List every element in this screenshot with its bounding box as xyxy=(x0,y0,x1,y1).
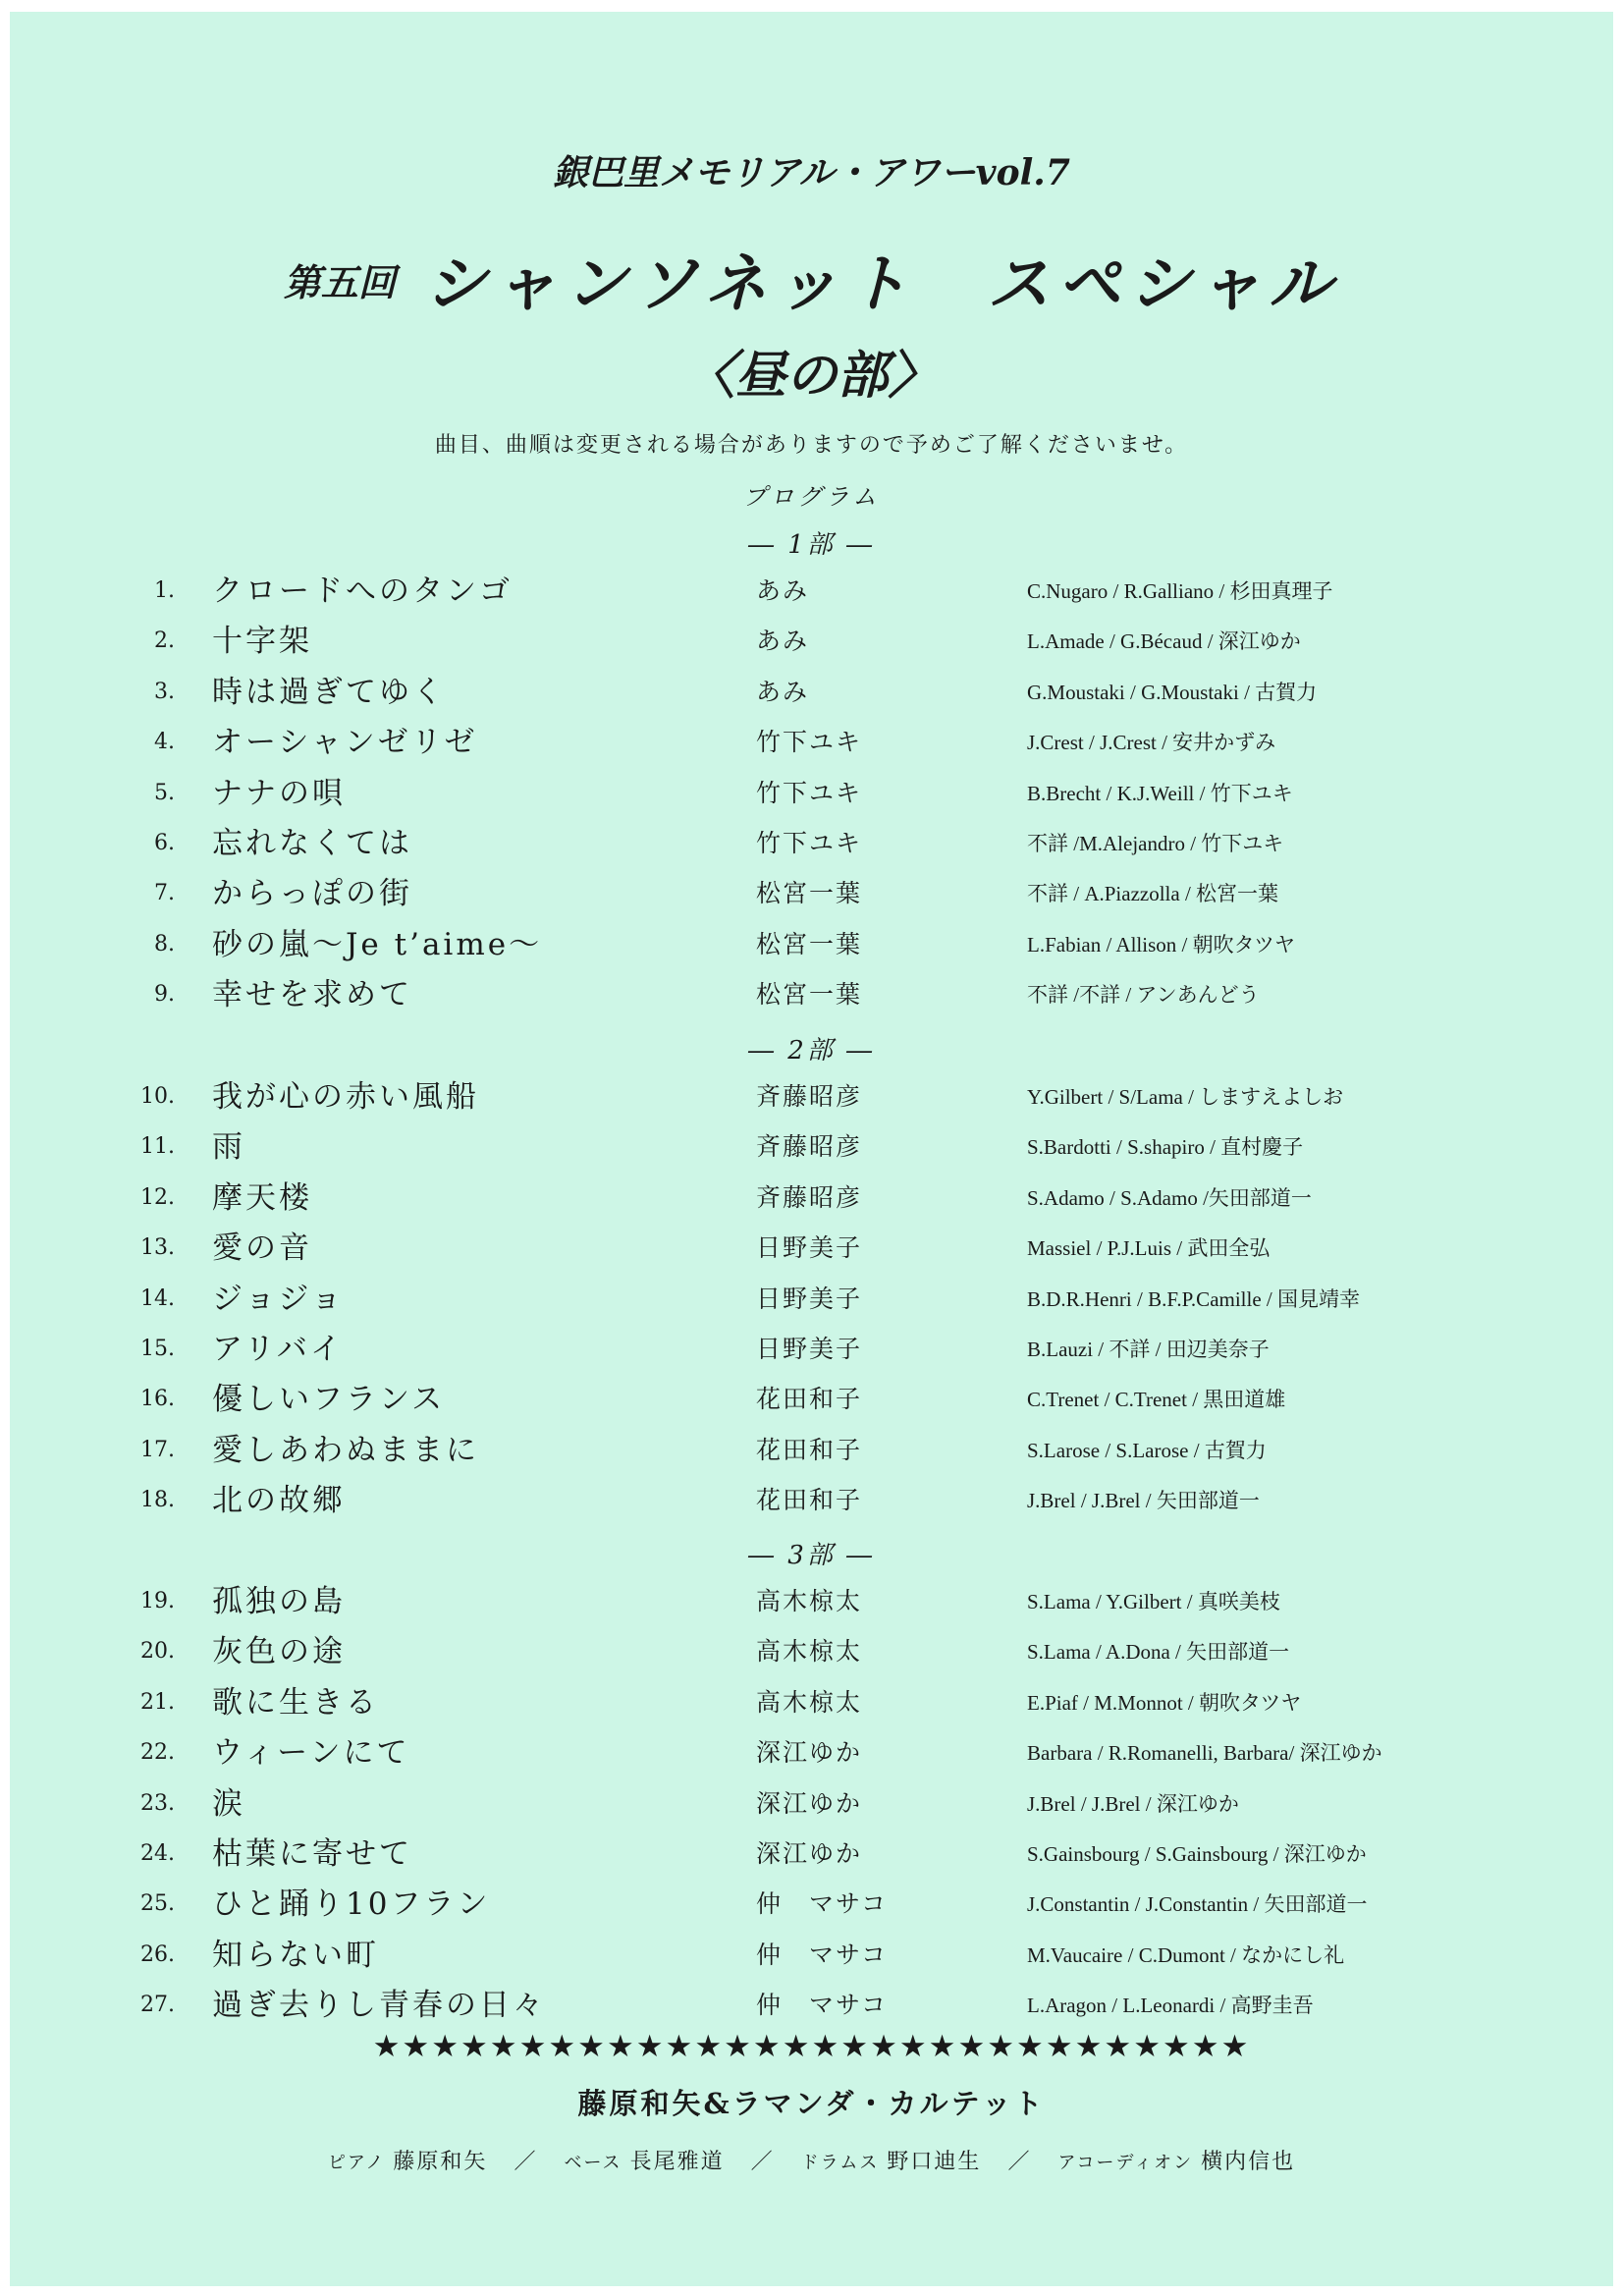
song-title: ナナの唄 xyxy=(212,775,346,811)
member-role: ベース xyxy=(564,2153,622,2173)
song-row xyxy=(0,1728,1623,1777)
song-number: 8. xyxy=(154,931,175,957)
song-title: 孤独の島 xyxy=(212,1584,346,1619)
song-row xyxy=(0,970,1623,1019)
song-row xyxy=(0,869,1623,918)
band-members xyxy=(0,2145,1623,2175)
member-name: 長尾雅道 xyxy=(629,2150,725,2174)
song-number: 20. xyxy=(140,1639,175,1665)
song-credit: S.Bardotti / S.shapiro / 直村慶子 xyxy=(1027,1135,1304,1160)
song-row xyxy=(0,1072,1623,1121)
song-number: 6. xyxy=(154,831,175,855)
star-divider: ★★★★★★★★★★★★★★★★★★★★★★★★★★★★★★ xyxy=(372,2029,1251,2064)
song-row xyxy=(0,1880,1623,1929)
singer-name: 高木椋太 xyxy=(756,1587,863,1615)
song-credit: G.Moustaki / G.Moustaki / 古賀力 xyxy=(1027,680,1318,704)
song-number: 2. xyxy=(154,629,175,654)
song-number: 7. xyxy=(154,881,175,906)
song-title: クロードへのタンゴ xyxy=(212,574,513,609)
song-number: 9. xyxy=(154,982,175,1008)
song-row xyxy=(0,668,1623,717)
singer-name: 竹下ユキ xyxy=(756,829,863,857)
song-row xyxy=(0,1779,1623,1829)
edition-label: 第五回 xyxy=(283,259,396,304)
song-row xyxy=(0,567,1623,616)
singer-name: 斉藤昭彦 xyxy=(756,1082,863,1111)
song-credit: J.Crest / J.Crest / 安井かずみ xyxy=(1027,731,1276,755)
song-number: 18. xyxy=(140,1488,175,1513)
program-label: プログラム xyxy=(742,483,881,511)
member-separator: ／ xyxy=(750,2150,775,2174)
singer-name: 高木椋太 xyxy=(756,1687,863,1717)
song-title: ひと踊り10フラン xyxy=(212,1886,491,1923)
singer-name: 花田和子 xyxy=(756,1435,863,1464)
song-credit: S.Larose / S.Larose / 古賀力 xyxy=(1027,1438,1267,1462)
song-credit: Y.Gilbert / S/Lama / しますえよしお xyxy=(1027,1085,1344,1109)
singer-name: 高木椋太 xyxy=(756,1637,863,1667)
session-label: 〈昼の部〉 xyxy=(683,346,940,406)
member xyxy=(1057,2150,1295,2174)
song-row xyxy=(0,1627,1623,1676)
song-credit: J.Constantin / J.Constantin / 矢田部道一 xyxy=(1027,1892,1368,1917)
song-row xyxy=(0,920,1623,969)
song-title: アリバイ xyxy=(212,1332,344,1367)
singer-name: 深江ゆか xyxy=(756,1788,863,1818)
song-title: 優しいフランス xyxy=(212,1382,446,1418)
singer-name: 仲 マサコ xyxy=(756,1940,889,1969)
song-credit: C.Nugaro / R.Galliano / 杉田真理子 xyxy=(1027,579,1333,603)
singer-name: あみ xyxy=(756,576,810,605)
song-title: 愛の音 xyxy=(212,1230,312,1267)
song-credit: B.Lauzi / 不詳 / 田辺美奈子 xyxy=(1027,1338,1270,1361)
singer-name: 日野美子 xyxy=(756,1284,863,1313)
song-row xyxy=(0,1476,1623,1525)
title-line xyxy=(0,234,1623,324)
song-title: 十字架 xyxy=(212,624,312,660)
song-row xyxy=(0,1325,1623,1374)
series-title: 銀巴里メモリアル・アワーvol.7 xyxy=(553,152,1070,193)
song-credit: Massiel / P.J.Luis / 武田全弘 xyxy=(1027,1236,1271,1261)
singer-name: 日野美子 xyxy=(756,1335,863,1363)
song-number: 26. xyxy=(140,1941,175,1967)
song-credit: L.Aragon / L.Leonardi / 高野圭吾 xyxy=(1027,1994,1314,2018)
song-title: 歌に生きる xyxy=(212,1684,379,1721)
song-credit: Barbara / R.Romanelli, Barbara/ 深江ゆか xyxy=(1027,1741,1382,1766)
song-title: 北の故郷 xyxy=(212,1483,346,1519)
song-row xyxy=(0,819,1623,868)
singer-name: 仲 マサコ xyxy=(756,1889,889,1919)
member-role: ドラムス xyxy=(800,2153,880,2173)
song-row xyxy=(0,1577,1623,1626)
member xyxy=(328,2150,488,2174)
song-credit: M.Vaucaire / C.Dumont / なかにし礼 xyxy=(1027,1942,1345,1967)
part-heading: ― 3部 ― xyxy=(747,1541,876,1570)
song-credit: B.Brecht / K.J.Weill / 竹下ユキ xyxy=(1027,781,1293,805)
song-number: 21. xyxy=(140,1689,175,1715)
song-number: 19. xyxy=(140,1589,175,1613)
song-row xyxy=(0,769,1623,818)
song-credit: E.Piaf / M.Monnot / 朝吹タツヤ xyxy=(1027,1690,1302,1715)
change-notice: 曲目、曲順は変更される場合がありますので予めご了解くださいませ。 xyxy=(434,433,1189,458)
singer-name: 竹下ユキ xyxy=(756,778,863,807)
singer-name: 仲 マサコ xyxy=(756,1991,889,2020)
singer-name: 花田和子 xyxy=(756,1486,863,1515)
song-number: 1. xyxy=(154,578,175,603)
song-credit: J.Brel / J.Brel / 深江ゆか xyxy=(1027,1791,1239,1816)
singer-name: 花田和子 xyxy=(756,1385,863,1414)
singer-name: 深江ゆか xyxy=(756,1738,863,1768)
part-heading: ― 1部 ― xyxy=(747,530,876,560)
song-title: 忘れなくては xyxy=(212,826,412,861)
song-number: 17. xyxy=(140,1437,175,1462)
song-number: 11. xyxy=(140,1134,175,1160)
song-row xyxy=(0,1122,1623,1172)
singer-name: 深江ゆか xyxy=(756,1839,863,1868)
song-credit: J.Brel / J.Brel / 矢田部道一 xyxy=(1027,1489,1260,1513)
song-row xyxy=(0,1830,1623,1879)
singer-name: あみ xyxy=(756,627,810,656)
song-title: 知らない町 xyxy=(212,1937,379,1973)
song-number: 15. xyxy=(140,1337,175,1361)
song-credit: S.Lama / A.Dona / 矢田部道一 xyxy=(1027,1640,1290,1665)
song-title: 我が心の赤い風船 xyxy=(212,1079,479,1115)
song-credit: 不詳 /M.Alejandro / 竹下ユキ xyxy=(1027,832,1284,855)
singer-name: 日野美子 xyxy=(756,1233,863,1263)
singer-name: 斉藤昭彦 xyxy=(756,1182,863,1212)
song-row xyxy=(0,1678,1623,1727)
song-number: 22. xyxy=(140,1740,175,1766)
part-heading: ― 2部 ― xyxy=(747,1036,876,1066)
member-role: ピアノ xyxy=(327,2153,386,2173)
singer-name: 松宮一葉 xyxy=(756,980,863,1010)
song-title: 灰色の途 xyxy=(212,1634,346,1670)
member-role: アコーディオン xyxy=(1057,2153,1194,2173)
song-number: 3. xyxy=(154,679,175,704)
member xyxy=(564,2150,724,2174)
song-credit: 不詳 / A.Piazzolla / 松宮一葉 xyxy=(1027,882,1279,906)
member-name: 野口迪生 xyxy=(887,2150,982,2174)
song-title: 雨 xyxy=(212,1129,245,1166)
song-number: 23. xyxy=(140,1790,175,1816)
song-title: 幸せを求めて xyxy=(212,977,412,1013)
song-credit: S.Adamo / S.Adamo /矢田部道一 xyxy=(1027,1185,1312,1210)
singer-name: 松宮一葉 xyxy=(756,879,863,908)
song-title: 砂の嵐～Je t’aime～ xyxy=(212,926,543,962)
song-row xyxy=(0,1931,1623,1980)
song-number: 14. xyxy=(140,1285,175,1311)
singer-name: 竹下ユキ xyxy=(756,728,863,757)
song-number: 16. xyxy=(140,1387,175,1412)
member xyxy=(801,2150,982,2174)
song-row xyxy=(0,718,1623,767)
song-number: 12. xyxy=(140,1184,175,1210)
song-title: からっぽの街 xyxy=(212,876,412,912)
song-title: 過ぎ去りし青春の日々 xyxy=(212,1988,546,2024)
song-row xyxy=(0,617,1623,666)
song-number: 27. xyxy=(140,1993,175,2018)
song-credit: L.Amade / G.Bécaud / 深江ゆか xyxy=(1027,629,1301,654)
song-title: ジョジョ xyxy=(212,1281,345,1317)
song-title: ウィーンにて xyxy=(212,1735,410,1772)
song-number: 4. xyxy=(154,730,175,755)
singer-name: 斉藤昭彦 xyxy=(756,1132,863,1162)
member-separator: ／ xyxy=(1007,2150,1032,2174)
singer-name: あみ xyxy=(756,677,810,706)
song-title: 枯葉に寄せて xyxy=(212,1836,412,1872)
song-credit: S.Lama / Y.Gilbert / 真咲美枝 xyxy=(1027,1590,1280,1613)
member-separator: ／ xyxy=(514,2150,538,2174)
song-row xyxy=(0,1981,1623,2030)
song-row xyxy=(0,1224,1623,1273)
song-title: 涙 xyxy=(212,1785,245,1822)
singer-name: 松宮一葉 xyxy=(756,929,863,958)
band-name: 藤原和矢&ラマンダ・カルテット xyxy=(577,2087,1046,2120)
song-row xyxy=(0,1174,1623,1223)
song-row xyxy=(0,1375,1623,1424)
song-credit: S.Gainsbourg / S.Gainsbourg / 深江ゆか xyxy=(1027,1842,1367,1866)
song-number: 25. xyxy=(140,1891,175,1917)
song-number: 13. xyxy=(140,1235,175,1261)
song-title: 愛しあわぬままに xyxy=(212,1432,479,1468)
member-name: 藤原和矢 xyxy=(393,2150,488,2174)
song-credit: L.Fabian / Allison / 朝吹タツヤ xyxy=(1027,932,1295,957)
song-credit: 不詳 /不詳 / アンあんどう xyxy=(1027,983,1260,1008)
song-credit: C.Trenet / C.Trenet / 黒田道雄 xyxy=(1027,1388,1286,1412)
member-name: 横内信也 xyxy=(1201,2150,1296,2174)
song-title: オーシャンゼリゼ xyxy=(212,725,478,761)
song-number: 24. xyxy=(140,1841,175,1866)
main-title: シャンソネット スペシャル xyxy=(423,247,1340,321)
song-credit: B.D.R.Henri / B.F.P.Camille / 国見靖幸 xyxy=(1027,1286,1361,1311)
song-title: 時は過ぎてゆく xyxy=(212,674,446,710)
song-number: 5. xyxy=(154,780,175,805)
song-row xyxy=(0,1426,1623,1475)
song-number: 10. xyxy=(140,1084,175,1109)
song-title: 摩天楼 xyxy=(212,1179,312,1216)
song-row xyxy=(0,1275,1623,1324)
